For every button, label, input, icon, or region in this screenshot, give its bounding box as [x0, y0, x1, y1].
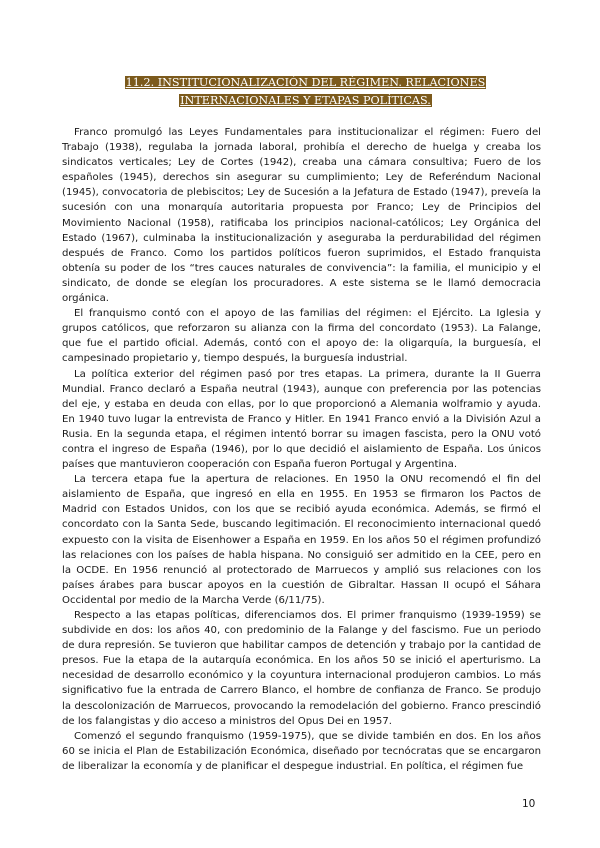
page-number: 10 [522, 798, 536, 810]
paragraph-apoyos-regimen: El franquismo contó con el apoyo de las familias del régimen: el Ejército. La Iglesia y grupos católicos, que reforzaron su alianza con la firma del concordato (1953). La Falange, que fue el partido oficial. Además, contó con el apoyo de: la oligarquía, la burguesía, el campesinado propietario y, tiempo después, la burguesía industrial. [62, 308, 541, 365]
paragraph-leyes-fundamentales: Franco promulgó las Leyes Fundamentales para institucionalizar el régimen: Fuero del Trabajo (1938), regulaba la jornada laboral, prohibía el derecho de huelga y creaba los sindicatos verticales; Ley de Cortes (1942), creaba una cámara consultiva; Fuero de los españoles (1945), derechos sin asegurar su cumplimiento; Ley de Referéndum Nacional (1945), convocatoria de plebiscitos; Ley de Sucesión a la Jefatura de Estado (1947), preveía la sucesión con una monarquía autoritaria propuesta por Franco; Ley de Principios del Movimiento Nacional (1958), ratificaba los principios nacional-católicos; Ley Orgánica del Estado (1967), culminaba la institucionalización y aseguraba la perdurabilidad del régimen después de Franco. Como los partidos políticos fueron suprimidos, el Estado franquista obtenía su poder de los “tres cauces naturales de convivencia”: la familia, el municipio y el sindicato, de donde se elegían los procuradores. A este sistema se le llamó democracia orgánica. [62, 127, 541, 305]
body-text [62, 125, 541, 774]
paragraph-segundo-franquismo: Comenzó el segundo franquismo (1959-1975), que se divide también en dos. En los años 60 se inicia el Plan de Estabilización Económica, diseñado por tecnócratas que se encargaron de liberalizar la economía y de planificar el despegue industrial. En política, el régimen fue [62, 730, 541, 772]
section-heading: 11.2. INSTITUCIONALIZACIÓN DEL RÉGIMEN. RELACIONES INTERNACIONALES Y ETAPAS POLÍTICAS. [125, 76, 486, 107]
paragraph-politica-exterior: La política exterior del régimen pasó por tres etapas. La primera, durante la II Guerra Mundial. Franco declaró a España neutral (1943), aunque con preferencia por las potencias del eje, y estaba en deuda con ellas, por lo que proporcionó a Alemania wolframio y ayuda. En 1940 tuvo lugar la entrevista de Franco y Hitler. En 1941 Franco envió a la División Azul a Rusia. En la segunda etapa, el régimen intentó borrar su imagen fascista, pero la ONU votó contra el ingreso de España (1946), por lo que decidió el aislamiento de España. Los únicos países que mantuvieron cooperación con España fueron Portugal y Argentina. [62, 368, 541, 471]
heading-block [66, 73, 545, 109]
paragraph-apertura-relaciones: La tercera etapa fue la apertura de relaciones. En 1950 la ONU recomendó el fin del aislamiento de España, que ingresó en ella en 1955. En 1953 se firmaron los Pactos de Madrid con Estados Unidos, con los que se recibió ayuda económica. Además, se firmó el concordato con la Santa Sede, buscando legitimación. El reconocimiento internacional quedó expuesto con la visita de Eisenhower a España en 1959. En los años 50 el régimen profundizó las relaciones con los países de habla hispana. No consiguió ser admitido en la CEE, pero en la OCDE. En 1956 renunció al protectorado de Marruecos y amplió sus relaciones con los países árabes para buscar apoyos en la cuestión de Gibraltar. Hassan II ocupó el Sáhara Occidental por medio de la Marcha Verde (6/11/75). [62, 474, 541, 606]
paragraph-primer-franquismo: Respecto a las etapas políticas, diferenciamos dos. El primer franquismo (1939-1959) se subdivide en dos: los años 40, con predominio de la Falange y del fascismo. Fue un periodo de dura represión. Se tuvieron que habilitar campos de detención y trabajo por la cantidad de presos. Fue la etapa de la autarquía económica. En los años 50 se inició el aperturismo. La necesidad de desarrollo económico y la coyuntura internacional produjeron cambios. Lo más significativo fue la entrada de Carrero Blanco, el hombre de confianza de Franco. Se produjo la descolonización de Marruecos, provocando la remodelación del gobierno. Franco prescindió de los falangistas y dio acceso a ministros del Opus Dei en 1957. [62, 610, 541, 727]
